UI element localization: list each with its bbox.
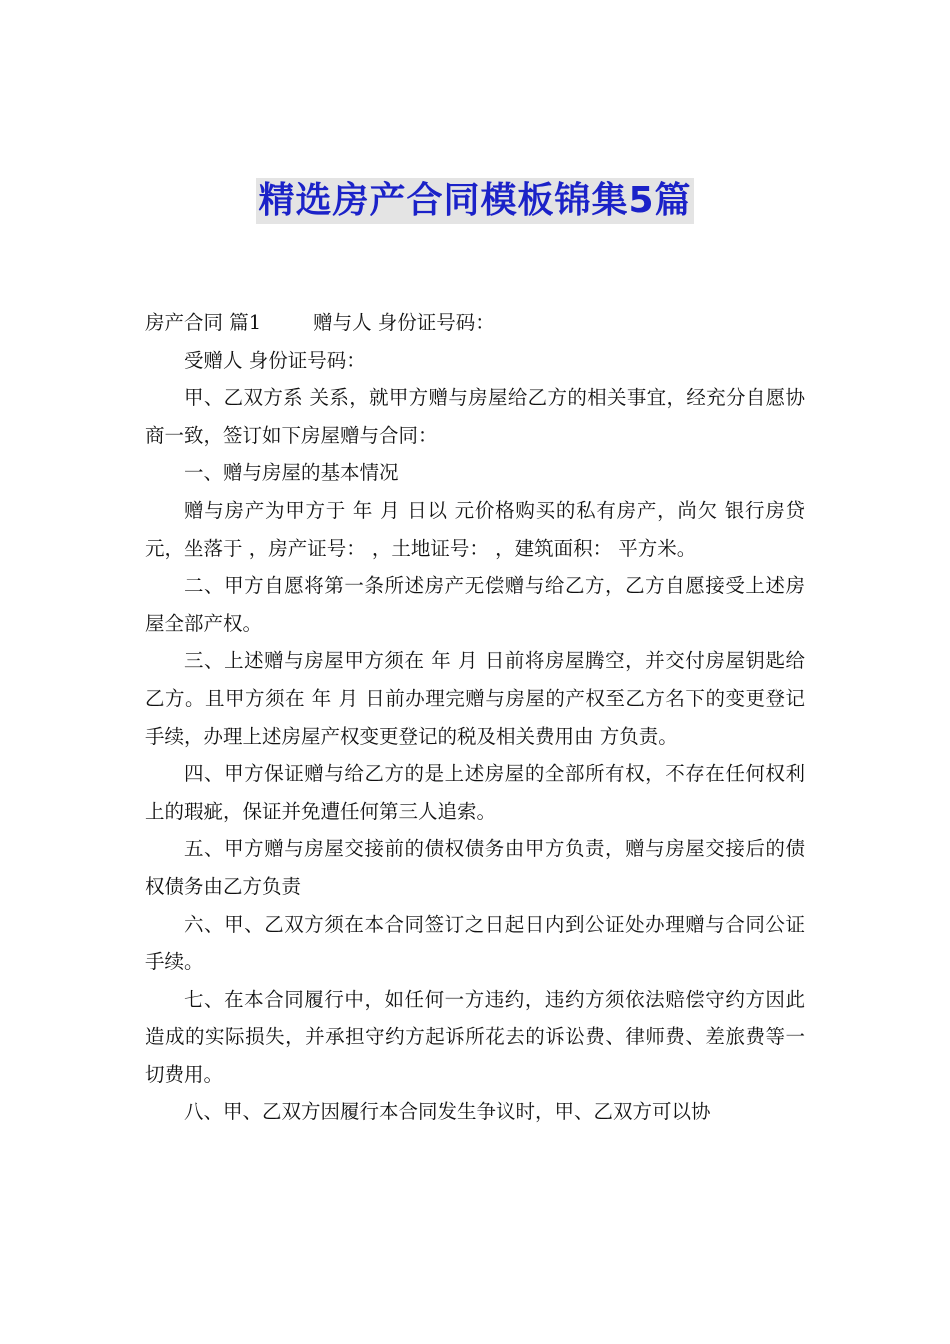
- document-body: [145, 304, 805, 1131]
- donor-id-line: 赠与人 身份证号码：: [313, 311, 495, 334]
- paragraph: 甲、乙双方系 关系，就甲方赠与房屋给乙方的相关事宜，经充分自愿协商一致，签订如下房屋赠与合同：: [145, 386, 805, 447]
- paragraph: 二、甲方自愿将第一条所述房产无偿赠与给乙方，乙方自愿接受上述房屋全部产权。: [145, 574, 805, 635]
- document-title: 精选房产合同模板锦集5篇: [256, 178, 693, 224]
- paragraph: 赠与房产为甲方于 年 月 日以 元价格购买的私有房产，尚欠 银行房贷 元，坐落于 ，房产证号： ，土地证号： ，建筑面积： 平方米。: [145, 498, 805, 560]
- paragraph: 四、甲方保证赠与给乙方的是上述房屋的全部所有权，不存在任何权利上的瑕疵，保证并免遭任何第三人追索。: [145, 762, 805, 823]
- paragraph: 三、上述赠与房屋甲方须在 年 月 日前将房屋腾空，并交付房屋钥匙给乙方。且甲方须在 年 月 日前办理完赠与房屋的产权至乙方名下的变更登记手续，办理上述房屋产权变更登记的税及相关费用由 方负责。: [145, 649, 805, 748]
- paragraph: 八、甲、乙双方因履行本合同发生争议时，甲、乙双方可以协: [184, 1100, 711, 1124]
- paragraph: 一、赠与房屋的基本情况: [184, 461, 399, 485]
- paragraph: 七、在本合同履行中，如任何一方违约，违约方须依法赔偿守约方因此造成的实际损失，并承担守约方起诉所花去的诉讼费、律师费、差旅费等一切费用。: [145, 987, 805, 1086]
- paragraph: 六、甲、乙双方须在本合同签订之日起日内到公证处办理赠与合同公证手续。: [145, 912, 805, 974]
- paragraph: 受赠人 身份证号码：: [184, 348, 366, 372]
- title-container: [0, 178, 950, 224]
- paragraph-first-line: [145, 304, 805, 342]
- section-heading: 房产合同 篇1: [145, 311, 262, 334]
- paragraph: 五、甲方赠与房屋交接前的债权债务由甲方负责，赠与房屋交接后的债权债务由乙方负责: [145, 837, 805, 898]
